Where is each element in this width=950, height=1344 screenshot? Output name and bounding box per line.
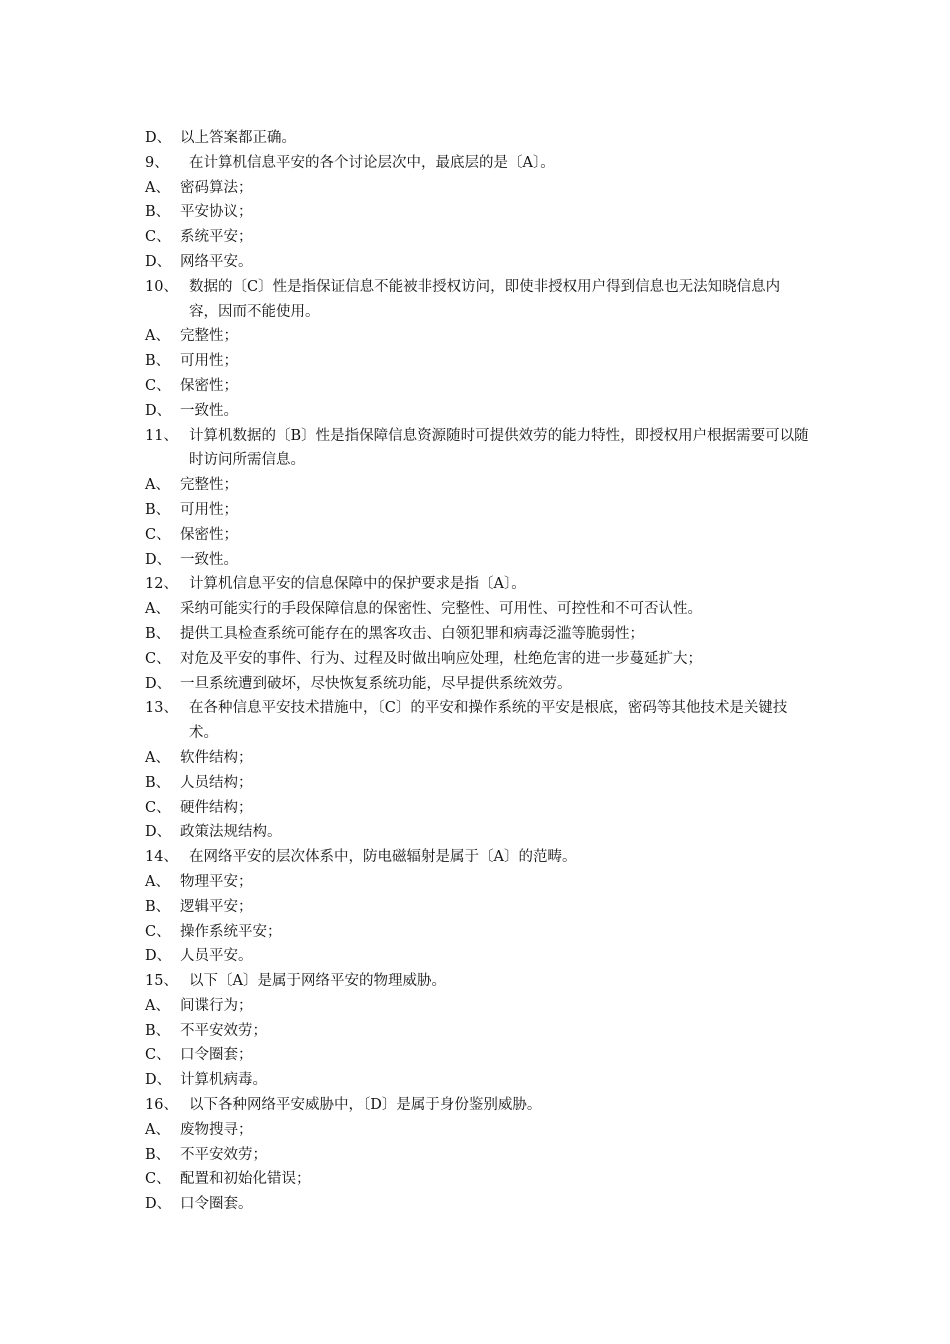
option-letter: D、 — [145, 675, 172, 692]
option-item — [145, 796, 815, 821]
option-letter: D、 — [145, 948, 172, 965]
option-text: 人员平安。 — [180, 948, 253, 965]
question-number: 14、 — [145, 849, 178, 866]
option-item — [145, 250, 815, 275]
option-item — [145, 1143, 815, 1168]
question-item — [145, 845, 815, 870]
option-letter: B、 — [145, 353, 171, 370]
question-number: 9、 — [145, 154, 169, 171]
option-letter: A、 — [145, 873, 170, 890]
option-text: 政策法规结构。 — [180, 824, 282, 841]
option-letter: D、 — [145, 1196, 172, 1213]
question-item — [145, 151, 815, 176]
option-item — [145, 622, 815, 647]
option-letter: C、 — [145, 650, 171, 667]
question-text: 在计算机信息平安的各个讨论层次中，最底层的是〔A〕。 — [189, 154, 555, 171]
question-item — [145, 969, 815, 994]
option-letter: D、 — [145, 824, 172, 841]
option-item — [145, 920, 815, 945]
option-text: 保密性； — [180, 526, 238, 543]
question-item — [145, 572, 815, 597]
option-letter: B、 — [145, 204, 171, 221]
option-text: 一致性。 — [180, 551, 238, 568]
option-letter: B、 — [145, 774, 171, 791]
option-text: 物理平安； — [180, 873, 253, 890]
option-text: 以上答案都正确。 — [180, 130, 296, 146]
option-text: 采纳可能实行的手段保障信息的保密性、完整性、可用性、可控性和不可否认性。 — [180, 601, 702, 618]
option-letter: C、 — [145, 799, 171, 816]
option-text: 密码算法； — [180, 179, 253, 196]
option-text: 一旦系统遭到破坏，尽快恢复系统功能，尽早提供系统效劳。 — [180, 675, 572, 692]
option-item — [145, 597, 815, 622]
option-text: 人员结构； — [180, 774, 253, 791]
option-text: 口令圈套； — [180, 1047, 253, 1064]
option-letter: A、 — [145, 997, 170, 1014]
option-item — [145, 870, 815, 895]
option-item — [145, 200, 815, 225]
option-letter: D、 — [145, 551, 172, 568]
option-text: 提供工具检查系统可能存在的黑客攻击、白领犯罪和病毒泛滥等脆弱性； — [180, 625, 644, 642]
option-letter: D、 — [145, 1072, 172, 1089]
option-letter: D、 — [145, 253, 172, 270]
question-number: 12、 — [145, 576, 178, 593]
option-letter: C、 — [145, 1047, 171, 1064]
option-text: 不平安效劳； — [180, 1146, 267, 1163]
question-text: 数据的〔C〕性是指保证信息不能被非授权访问，即使非授权用户得到信息也无法知晓信息内容，因而不能使用。 — [189, 278, 781, 320]
question-text: 计算机数据的〔B〕性是指保障信息资源随时可提供效劳的能力特性，即授权用户根据需要可以随时访问所需信息。 — [189, 427, 809, 469]
option-item — [145, 771, 815, 796]
option-item — [145, 1167, 815, 1192]
option-letter: C、 — [145, 377, 171, 394]
option-letter: A、 — [145, 328, 170, 345]
option-text: 系统平安； — [180, 229, 253, 246]
option-letter: A、 — [145, 749, 170, 766]
option-text: 硬件结构； — [180, 799, 253, 816]
question-number: 16、 — [145, 1097, 178, 1114]
option-item — [145, 1043, 815, 1068]
option-text: 平安协议； — [180, 204, 253, 221]
option-item — [145, 548, 815, 573]
option-item — [145, 820, 815, 845]
option-letter: B、 — [145, 501, 171, 518]
question-text: 在网络平安的层次体系中，防电磁辐射是属于〔A〕的范畴。 — [189, 849, 577, 866]
question-item — [145, 1093, 815, 1118]
option-item — [145, 1019, 815, 1044]
option-item — [145, 895, 815, 920]
option-text: 可用性； — [180, 353, 238, 370]
option-text: 配置和初始化错误； — [180, 1171, 311, 1188]
option-item — [145, 1118, 815, 1143]
question-text: 以下〔A〕是属于网络平安的物理威胁。 — [189, 973, 446, 990]
option-letter: A、 — [145, 477, 170, 494]
option-item — [145, 746, 815, 771]
option-item — [145, 647, 815, 672]
option-letter: A、 — [145, 601, 170, 618]
option-text: 可用性； — [180, 501, 238, 518]
option-item — [145, 498, 815, 523]
option-letter: B、 — [145, 898, 171, 915]
question-item — [145, 275, 815, 325]
option-item — [145, 523, 815, 548]
option-item — [145, 473, 815, 498]
option-letter: C、 — [145, 229, 171, 246]
option-text: 口令圈套。 — [180, 1196, 253, 1213]
option-item — [145, 349, 815, 374]
option-letter: D、 — [145, 402, 172, 419]
option-letter: C、 — [145, 1171, 171, 1188]
option-letter: B、 — [145, 1022, 171, 1039]
option-letter: D、 — [145, 130, 172, 146]
question-number: 10、 — [145, 278, 178, 295]
option-item — [145, 324, 815, 349]
question-number: 15、 — [145, 973, 178, 990]
option-text: 完整性； — [180, 328, 238, 345]
option-letter: C、 — [145, 923, 171, 940]
option-text: 保密性； — [180, 377, 238, 394]
question-item — [145, 696, 815, 746]
option-item — [145, 176, 815, 201]
option-item — [145, 1068, 815, 1093]
option-text: 对危及平安的事件、行为、过程及时做出响应处理，杜绝危害的进一步蔓延扩大； — [180, 650, 702, 667]
option-text: 软件结构； — [180, 749, 253, 766]
question-number: 13、 — [145, 700, 178, 717]
question-text: 以下各种网络平安威胁中，〔D〕是属于身份鉴别威胁。 — [189, 1097, 542, 1114]
option-letter: C、 — [145, 526, 171, 543]
question-list — [145, 126, 815, 1217]
option-item — [145, 126, 815, 151]
option-text: 逻辑平安； — [180, 898, 253, 915]
option-item — [145, 399, 815, 424]
option-text: 操作系统平安； — [180, 923, 282, 940]
option-letter: B、 — [145, 625, 171, 642]
option-letter: A、 — [145, 1121, 170, 1138]
question-number: 11、 — [145, 427, 178, 444]
option-text: 废物搜寻； — [180, 1121, 253, 1138]
option-item — [145, 1192, 815, 1217]
option-text: 间谍行为； — [180, 997, 253, 1014]
option-item — [145, 672, 815, 697]
question-text: 在各种信息平安技术措施中，〔C〕的平安和操作系统的平安是根底，密码等其他技术是关键技术。 — [189, 700, 788, 742]
option-item — [145, 944, 815, 969]
option-letter: B、 — [145, 1146, 171, 1163]
option-item — [145, 225, 815, 250]
option-text: 一致性。 — [180, 402, 238, 419]
question-item — [145, 424, 815, 474]
question-text: 计算机信息平安的信息保障中的保护要求是指〔A〕。 — [189, 576, 526, 593]
option-text: 完整性； — [180, 477, 238, 494]
option-item — [145, 374, 815, 399]
option-text: 不平安效劳； — [180, 1022, 267, 1039]
option-item — [145, 994, 815, 1019]
option-letter: A、 — [145, 179, 170, 196]
option-text: 计算机病毒。 — [180, 1072, 267, 1089]
option-text: 网络平安。 — [180, 253, 253, 270]
